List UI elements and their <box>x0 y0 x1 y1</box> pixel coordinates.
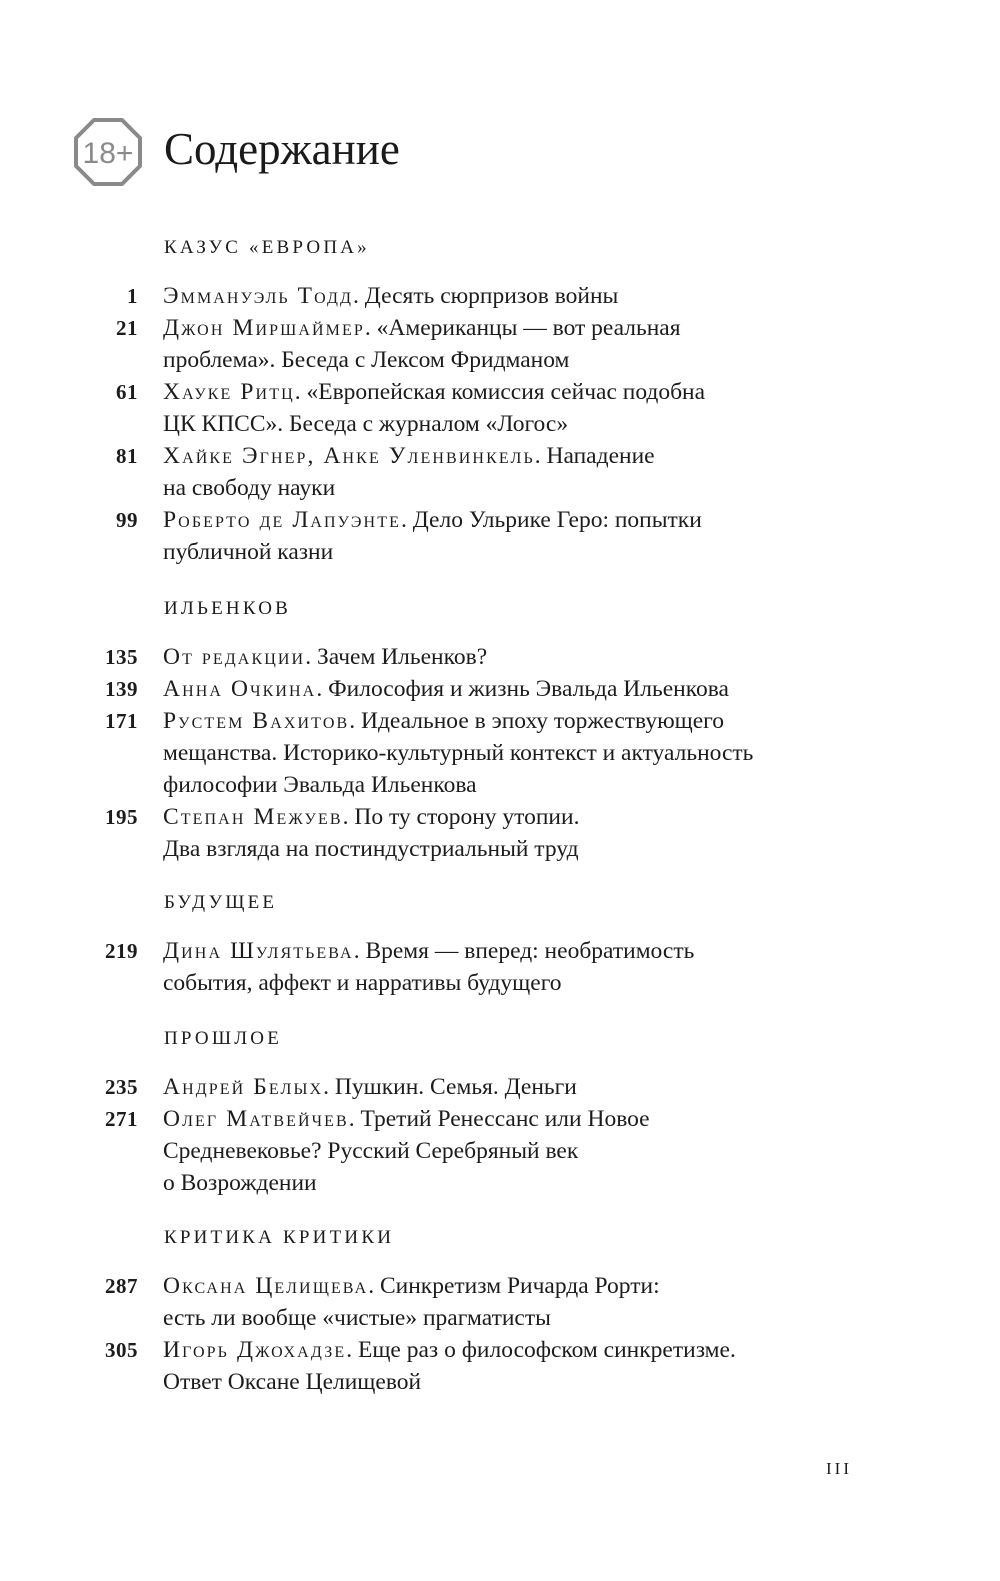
entry-title-line: Еще раз о философском синкретизме. <box>357 1337 736 1363</box>
entry-title-line: Зачем Ильенков? <box>316 644 488 670</box>
section-title: БУДУЩЕЕ <box>164 892 278 913</box>
page-number: 99 <box>116 508 138 532</box>
section-title: КРИТИКА КРИТИКИ <box>164 1227 395 1248</box>
age-rating-badge <box>74 118 142 186</box>
entry-title-line: ЦК КПСС». Беседа с журналом «Логос» <box>163 411 569 437</box>
entry-author: Андрей Белых <box>163 1074 324 1100</box>
entry-author: Анна Очкина <box>163 676 317 702</box>
entry-title-line: мещанства. Историко-культурный контекст и актуальность <box>163 740 754 766</box>
page-number: 271 <box>105 1107 138 1131</box>
entry-title-line: Два взгляда на постиндустриальный труд <box>163 836 579 862</box>
page-number: 235 <box>105 1075 138 1099</box>
entry-title-line: Дело Ульрике Геро: попытки <box>412 507 702 533</box>
entry-author: Степан Межуев <box>163 804 343 830</box>
entry-text: Оксана Целищева. Синкретизм Ричарда Рорти: есть ли вообще «чистые» прагматисты <box>163 1273 660 1331</box>
page-folio: III <box>826 1459 852 1478</box>
entry-title-line: По ту сторону утопии. <box>354 804 580 830</box>
page-number: 1 <box>127 284 138 308</box>
entry-author: Оксана Целищева <box>163 1273 369 1299</box>
section-title: ПРОШЛОЕ <box>164 1028 283 1049</box>
page-title: Содержание <box>164 124 400 174</box>
entry-title-line: Нападение <box>546 443 655 469</box>
entry-title-line: Средневековье? Русский Серебряный век <box>163 1138 579 1164</box>
entry-text: От редакции. Зачем Ильенков? <box>163 644 488 670</box>
entry-text: Хауке Ритц. «Европейская комиссия сейчас подобна ЦК КПСС». Беседа с журналом «Логос» <box>163 379 706 437</box>
entry-text: Олег Матвейчев. Третий Ренессанс или Новое Средневековье? Русский Серебряный век о Возрождении <box>163 1106 650 1196</box>
entry-text: Эммануэль Тодд. Десять сюрпризов войны <box>163 283 619 309</box>
entry-title-line: есть ли вообще «чистые» прагматисты <box>163 1305 551 1331</box>
page-number: 135 <box>105 645 138 669</box>
entry-title-line: «Европейская комиссия сейчас подобна <box>306 379 706 405</box>
page-number: 21 <box>116 316 138 340</box>
entry-author: Эммануэль Тодд <box>163 283 354 309</box>
section-title: КАЗУС «ЕВРОПА» <box>164 237 370 258</box>
page-number: 195 <box>105 805 138 829</box>
page-number: 61 <box>116 380 138 404</box>
entry-text: Степан Межуев. По ту сторону утопии. Два взгляда на постиндустриальный труд <box>163 804 580 862</box>
entry-title-line: публичной казни <box>163 539 334 565</box>
entry-text: Хайке Эгнер, Анке Уленвинкель. Нападение на свободу науки <box>163 443 655 501</box>
entry-title-line: Время — вперед: необратимость <box>365 938 695 964</box>
entry-author: Дина Шулятьева <box>163 938 354 964</box>
page-number: 81 <box>116 444 138 468</box>
entry-text: Роберто де Лапуэнте. Дело Ульрике Геро: попытки публичной казни <box>163 507 702 565</box>
entry-author: Роберто де Лапуэнте <box>163 507 401 533</box>
page-number: 139 <box>105 677 138 701</box>
entry-author: Хайке Эгнер, Анке Уленвинкель <box>163 443 535 469</box>
entry-author: Игорь Джохадзе <box>163 1337 347 1363</box>
entry-title-line: на свободу науки <box>163 475 336 501</box>
age-rating-text: 18+ <box>82 137 134 170</box>
entry-author: От редакции <box>163 644 306 670</box>
entry-title-line: о Возрождении <box>163 1170 317 1196</box>
entry-title-line: проблема». Беседа с Лексом Фридманом <box>163 347 570 373</box>
page-number: 219 <box>105 939 138 963</box>
entry-title-line: философии Эвальда Ильенкова <box>163 772 477 798</box>
entry-author: Хауке Ритц <box>163 379 295 405</box>
entry-title-line: Синкретизм Ричарда Рорти: <box>379 1273 660 1299</box>
entry-text: Анна Очкина. Философия и жизнь Эвальда Ильенкова <box>163 676 729 702</box>
entry-title-line: Философия и жизнь Эвальда Ильенкова <box>328 676 729 702</box>
entry-title-line: «Американцы — вот реальная <box>376 315 681 341</box>
entry-title-line: Пушкин. Семья. Деньги <box>334 1074 577 1100</box>
page-number: 287 <box>105 1274 138 1298</box>
entry-author: Рустем Вахитов <box>163 708 350 734</box>
entry-text: Игорь Джохадзе. Еще раз о философском синкретизме. Ответ Оксане Целищевой <box>163 1337 736 1395</box>
entry-title-line: Ответ Оксане Целищевой <box>163 1369 422 1395</box>
entry-title-line: Десять сюрпризов войны <box>364 283 619 309</box>
entry-title-line: Третий Ренессанс или Новое <box>360 1106 650 1132</box>
entry-author: Олег Матвейчев <box>163 1106 349 1132</box>
entry-title-line: Идеальное в эпоху торжествующего <box>361 708 724 734</box>
page-number: 171 <box>105 709 138 733</box>
entry-text: Дина Шулятьева. Время — вперед: необратимость события, аффект и нарративы будущего <box>163 938 695 996</box>
section-title: ИЛЬЕНКОВ <box>164 598 292 619</box>
entry-title-line: события, аффект и нарративы будущего <box>163 970 562 996</box>
entry-text: Джон Миршаймер. «Американцы — вот реальная проблема». Беседа с Лексом Фридманом <box>163 315 681 373</box>
page-number: 305 <box>105 1338 138 1362</box>
entry-text: Андрей Белых. Пушкин. Семья. Деньги <box>163 1074 577 1100</box>
entry-author: Джон Миршаймер <box>163 315 365 341</box>
entry-text: Рустем Вахитов. Идеальное в эпоху торжествующего мещанства. Историко-культурный контекст и актуальность философии Эвальда Ильенкова <box>163 708 754 798</box>
